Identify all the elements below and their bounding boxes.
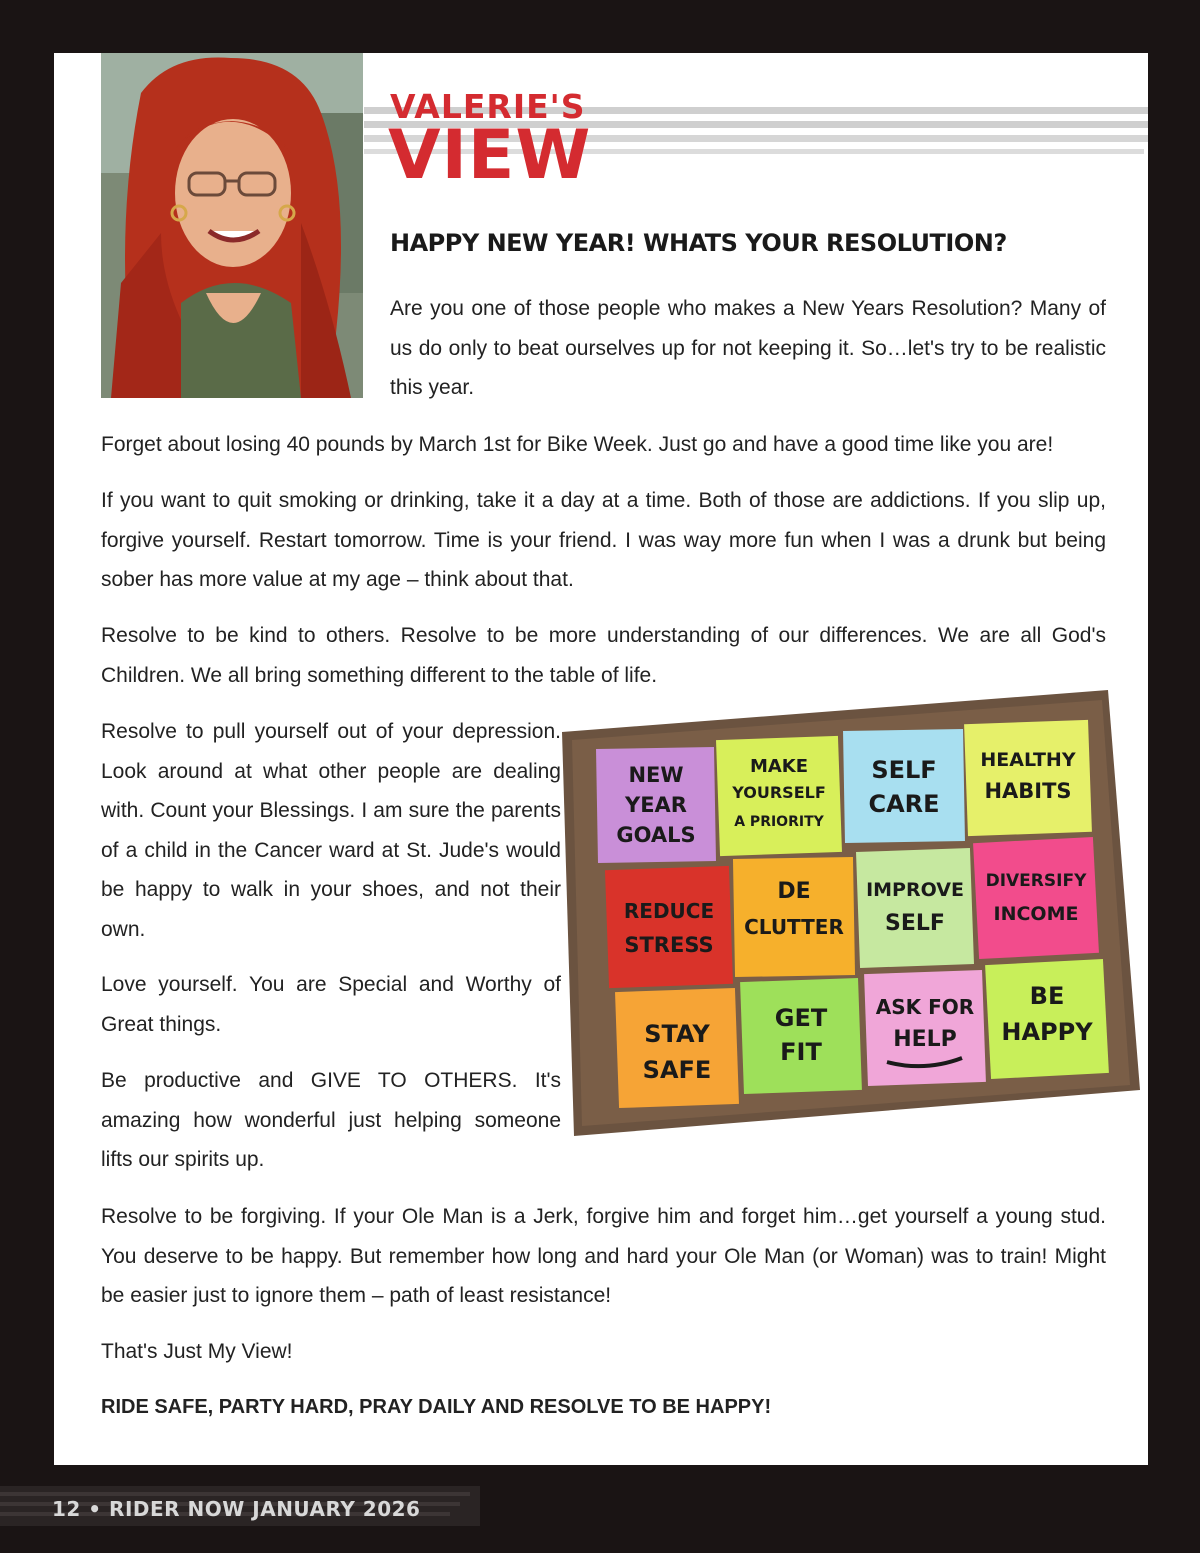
note-2-line-1: MAKE xyxy=(749,756,809,777)
sticky-note-stay-safe xyxy=(615,988,739,1108)
paragraph-9: That's Just My View! xyxy=(101,1340,293,1363)
paragraph-7: Be productive and GIVE TO OTHERS. It's amazing how wonderful just helping someone lifts our spirits up. xyxy=(101,1069,561,1171)
note-5-line-2: STRESS xyxy=(624,933,714,957)
note-12-line-2: HAPPY xyxy=(1001,1018,1093,1046)
note-1-line-2: YEAR xyxy=(625,793,687,817)
note-4-line-2: HABITS xyxy=(984,779,1072,803)
note-7-line-2: SELF xyxy=(885,911,945,936)
note-9-line-1: STAY xyxy=(644,1020,710,1048)
column-masthead xyxy=(364,83,1148,203)
article-headline: HAPPY NEW YEAR! WHATS YOUR RESOLUTION? xyxy=(390,229,1007,257)
note-1-line-3: GOALS xyxy=(616,823,696,847)
sticky-note-ask-for-help xyxy=(864,970,986,1086)
note-12-line-1: BE xyxy=(1029,982,1065,1010)
note-5-line-1: REDUCE xyxy=(623,899,715,923)
paragraph-3: If you want to quit smoking or drinking, take it a day at a time. Both of those are addictions. If you slip up, forgive yourself. Restart tomorrow. Time is your friend. I was way more fun when I was a drunk but being sober has more value at my age – think about that. xyxy=(101,489,1106,591)
note-1-line-1: NEW xyxy=(628,763,684,787)
sticky-note-be-happy xyxy=(985,959,1109,1079)
note-8-line-2: INCOME xyxy=(993,903,1079,925)
note-9-line-2: SAFE xyxy=(642,1056,712,1084)
paragraph-1: Are you one of those people who makes a New Years Resolution? Many of us do only to beat ourselves up for not keeping it. So…let's try to be realistic this year. xyxy=(390,297,1106,399)
author-portrait-photo xyxy=(101,53,363,398)
article-page xyxy=(54,53,1148,1465)
note-10-line-1: GET xyxy=(774,1004,828,1032)
note-7-line-1: IMPROVE xyxy=(866,879,964,901)
closing-line: RIDE SAFE, PARTY HARD, PRAY DAILY AND RESOLVE TO BE HAPPY! xyxy=(101,1396,772,1418)
footer-folio: 12 • RIDER NOW JANUARY 2026 xyxy=(52,1497,421,1521)
note-8-line-1: DIVERSIFY xyxy=(985,871,1087,891)
note-11-line-1: ASK FOR xyxy=(875,995,975,1019)
note-2-line-3: A PRIORITY xyxy=(734,814,824,830)
masthead-line2: VIEW xyxy=(388,116,592,195)
sticky-note-de-clutter xyxy=(733,857,855,977)
note-3-line-2: CARE xyxy=(868,790,940,818)
sticky-note-reduce-stress xyxy=(605,866,733,988)
sticky-note-diversify-income xyxy=(973,837,1099,959)
note-4-line-1: HEALTHY xyxy=(980,749,1076,771)
sticky-note-healthy-habits xyxy=(964,720,1092,836)
note-2-line-2: YOURSELF xyxy=(732,783,826,802)
paragraph-5: Resolve to pull yourself out of your depression. Look around at what other people are dealing with. Count your Blessings. I am sure the parents of a child in the Cancer ward at St. Jude's would be happy to walk in your shoes, and not their own. xyxy=(101,720,561,941)
sticky-note-new-year-goals xyxy=(596,747,716,863)
sticky-note-self-care xyxy=(843,729,965,843)
note-6-line-1: DE xyxy=(777,879,811,904)
note-6-line-2: CLUTTER xyxy=(744,915,844,939)
sticky-note-get-fit xyxy=(740,978,862,1094)
paragraph-6: Love yourself. You are Special and Worthy of Great things. xyxy=(101,973,561,1036)
masthead-line1: VALERIE'S xyxy=(390,87,586,126)
sticky-note-improve-self xyxy=(856,848,974,968)
note-10-line-2: FIT xyxy=(780,1038,822,1066)
note-11-line-2: HELP xyxy=(893,1027,957,1052)
sticky-notes-photo xyxy=(562,690,1140,1136)
sticky-note-make-yourself-a-priority xyxy=(716,736,842,856)
paragraph-2: Forget about losing 40 pounds by March 1st for Bike Week. Just go and have a good time like you are! xyxy=(101,433,1054,456)
note-3-line-1: SELF xyxy=(871,756,937,784)
paragraph-8: Resolve to be forgiving. If your Ole Man is a Jerk, forgive him and forget him…get yourself a young stud. You deserve to be happy. But remember how long and hard your Ole Man (or Woman) was to train! Might be easier just to ignore them – path of least resistance! xyxy=(101,1205,1106,1307)
paragraph-4: Resolve to be kind to others. Resolve to be more understanding of our differences. We are all God's Children. We all bring something different to the table of life. xyxy=(101,624,1106,687)
